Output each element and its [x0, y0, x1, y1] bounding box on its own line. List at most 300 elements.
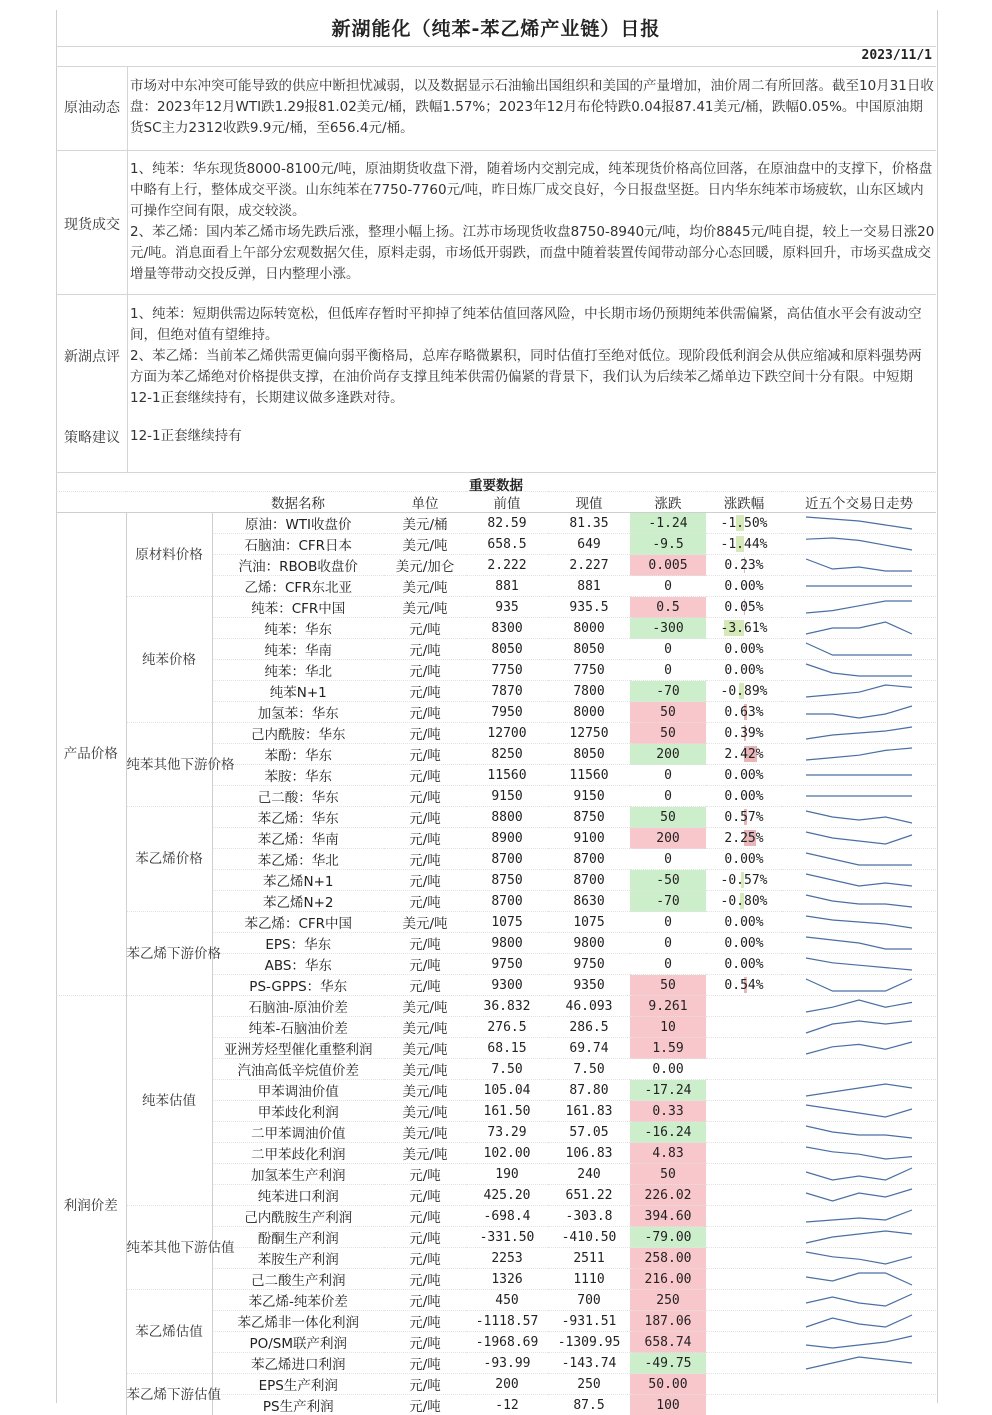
row-prev-value: 7750	[466, 660, 548, 681]
row-change-pct	[706, 660, 782, 681]
row-current-value: 8700	[548, 849, 630, 870]
row-unit: 美元/吨	[384, 996, 466, 1017]
change-pct-value: 2.42%	[724, 747, 763, 762]
sparkline-line	[806, 1000, 912, 1012]
row-prev-value: 8900	[466, 828, 548, 849]
row-prev-value: 450	[466, 1290, 548, 1311]
subgroup-label-benzene_val: 纯苯估值	[126, 996, 212, 1206]
change-pct-value: 0.00%	[724, 936, 763, 951]
row-change-pct	[706, 1206, 782, 1227]
row-name: 苯胺：华东	[212, 765, 384, 786]
row-current-value: 240	[548, 1164, 630, 1185]
row-prev-value: 9750	[466, 954, 548, 975]
row-name: 汽油：RBOB收盘价	[212, 555, 384, 576]
sparkline-line	[806, 1168, 912, 1180]
row-change: -50	[630, 870, 706, 891]
row-name: 石脑油：CFR日本	[212, 534, 384, 555]
sparkline-line	[806, 979, 912, 991]
row-prev-value: -93.99	[466, 1353, 548, 1374]
row-trend-sparkline	[782, 1185, 936, 1206]
row-change-pct	[706, 1269, 782, 1290]
sparkline-line	[806, 874, 912, 886]
row-name: 纯苯：华北	[212, 660, 384, 681]
row-unit: 美元/吨	[384, 1101, 466, 1122]
row-trend-sparkline	[782, 1227, 936, 1248]
row-trend-sparkline	[782, 639, 936, 660]
table-row	[56, 723, 936, 744]
crude-section-text: 市场对中东冲突可能导致的供应中断担忧减弱，以及数据显示石油输出国组织和美国的产量增加，油价周二有所回落。截至10月31日收盘：2023年12月WTI跌1.29报81.02美元/桶，跌幅1.57%；2023年12月布伦特跌0.04报87.41美元/桶，跌幅0.05%。中国原油期货SC主力2312收跌9.9元/桶，至656.4元/桶。	[130, 76, 935, 139]
row-unit: 元/吨	[384, 954, 466, 975]
row-change: 0	[630, 933, 706, 954]
sparkline-line	[806, 1147, 912, 1159]
row-change-pct	[706, 1164, 782, 1185]
sparkline-line	[806, 1336, 912, 1348]
comment-section-label: 新湖点评	[57, 346, 127, 366]
row-current-value: 7.50	[548, 1059, 630, 1080]
row-trend-sparkline	[782, 1290, 936, 1311]
row-change-pct	[706, 870, 782, 891]
sparkline-chart	[804, 1018, 914, 1036]
row-name: 纯苯N+1	[212, 681, 384, 702]
row-trend-sparkline	[782, 786, 936, 807]
row-change: -70	[630, 681, 706, 702]
row-change: 200	[630, 744, 706, 765]
divider	[56, 66, 936, 67]
sparkline-chart	[804, 703, 914, 721]
row-change-pct	[706, 828, 782, 849]
row-change: -49.75	[630, 1353, 706, 1374]
change-pct-value: 0.63%	[724, 705, 763, 720]
row-name: ABS：华东	[212, 954, 384, 975]
row-change-pct	[706, 597, 782, 618]
header-name: 数据名称	[212, 492, 384, 513]
sparkline-chart	[804, 766, 914, 784]
row-trend-sparkline	[782, 1038, 936, 1059]
row-unit: 元/吨	[384, 870, 466, 891]
row-unit: 元/吨	[384, 1290, 466, 1311]
row-current-value: 700	[548, 1290, 630, 1311]
row-change: -300	[630, 618, 706, 639]
row-name: 纯苯：华南	[212, 639, 384, 660]
subgroup-label-sm_down: 苯乙烯下游价格	[126, 912, 212, 996]
row-unit: 元/吨	[384, 1206, 466, 1227]
row-change-pct	[706, 786, 782, 807]
row-trend-sparkline	[782, 996, 936, 1017]
row-change-pct	[706, 1059, 782, 1080]
sparkline-line	[806, 1042, 912, 1054]
row-current-value: 8050	[548, 744, 630, 765]
sparkline-line	[806, 1252, 912, 1264]
change-pct-value: -0.89%	[721, 684, 768, 699]
row-trend-sparkline	[782, 618, 936, 639]
row-unit: 元/吨	[384, 681, 466, 702]
divider	[56, 294, 936, 295]
row-change: 9.261	[630, 996, 706, 1017]
subgroup-label-sm: 苯乙烯价格	[126, 807, 212, 912]
row-prev-value: 9300	[466, 975, 548, 996]
row-current-value: 286.5	[548, 1017, 630, 1038]
row-trend-sparkline	[782, 912, 936, 933]
spot-section-text-styrene: 2、苯乙烯：国内苯乙烯市场先跌后涨，整理小幅上扬。江苏市场现货收盘8750-8940元/吨，均价8845元/吨自提，较上一交易日涨20元/吨。消息面看上午部分宏观数据欠佳，原料走弱，市场低开弱跌，而盘中随着装置传闻带动部分心态回暖，原料回升，市场买盘成交增量等带动交投反弹，日内整理小涨。	[130, 222, 935, 285]
row-change-pct	[706, 681, 782, 702]
row-prev-value: 9800	[466, 933, 548, 954]
row-name: 原油：WTI收盘价	[212, 513, 384, 534]
row-change: 1.59	[630, 1038, 706, 1059]
change-pct-value: -0.80%	[721, 894, 768, 909]
row-change-pct	[706, 1143, 782, 1164]
sparkline-line	[806, 727, 912, 739]
row-unit: 元/吨	[384, 1395, 466, 1415]
row-trend-sparkline	[782, 1269, 936, 1290]
row-change: 0.33	[630, 1101, 706, 1122]
row-trend-sparkline	[782, 849, 936, 870]
row-prev-value: 9150	[466, 786, 548, 807]
row-trend-sparkline	[782, 765, 936, 786]
table-row	[56, 807, 936, 828]
row-unit: 元/吨	[384, 1332, 466, 1353]
row-name: EPS生产利润	[212, 1374, 384, 1395]
row-change-pct	[706, 912, 782, 933]
change-pct-value: 0.54%	[724, 978, 763, 993]
change-pct-value: 0.00%	[724, 642, 763, 657]
row-change: 4.83	[630, 1143, 706, 1164]
row-name: 己内酰胺：华东	[212, 723, 384, 744]
sparkline-chart	[804, 1291, 914, 1309]
row-change-pct	[706, 933, 782, 954]
row-change: 50	[630, 702, 706, 723]
sparkline-line	[806, 1210, 912, 1222]
row-name: 纯苯进口利润	[212, 1185, 384, 1206]
row-unit: 元/吨	[384, 786, 466, 807]
sparkline-chart	[804, 1249, 914, 1267]
row-trend-sparkline	[782, 702, 936, 723]
row-change-pct	[706, 513, 782, 534]
change-pct-value: 0.00%	[724, 663, 763, 678]
comment-section-text-styrene: 2、苯乙烯：当前苯乙烯供需更偏向弱平衡格局，总库存略微累积，同时估值打至绝对低位。现阶段低利润会从供应缩减和原料强势两方面为苯乙烯绝对价格提供支撑，在油价尚存支撑且纯苯供需仍偏紧的背景下，我们认为后续苯乙烯单边下跌空间十分有限。中短期12-1正套继续持有，长期建议做多逢跌对待。	[130, 346, 935, 409]
row-current-value: 81.35	[548, 513, 630, 534]
row-current-value: 9800	[548, 933, 630, 954]
row-current-value: 651.22	[548, 1185, 630, 1206]
row-prev-value: 7950	[466, 702, 548, 723]
row-current-value: -143.74	[548, 1353, 630, 1374]
row-name: 苯乙烯：CFR中国	[212, 912, 384, 933]
row-change-pct	[706, 1017, 782, 1038]
row-name: 亚洲芳烃型催化重整利润	[212, 1038, 384, 1059]
sparkline-chart	[804, 1144, 914, 1162]
row-name: 石脑油-原油价差	[212, 996, 384, 1017]
sparkline-chart	[804, 871, 914, 889]
row-unit: 美元/吨	[384, 597, 466, 618]
row-change-pct	[706, 618, 782, 639]
row-change-pct	[706, 1038, 782, 1059]
row-trend-sparkline	[782, 828, 936, 849]
row-current-value: 8050	[548, 639, 630, 660]
strategy-section-text: 12-1正套继续持有	[130, 426, 935, 447]
row-prev-value: 12700	[466, 723, 548, 744]
divider	[127, 66, 128, 472]
row-unit: 元/吨	[384, 807, 466, 828]
strategy-section-label: 策略建议	[57, 427, 127, 447]
row-current-value: 1075	[548, 912, 630, 933]
row-prev-value: 102.00	[466, 1143, 548, 1164]
row-name: 苯乙烯：华东	[212, 807, 384, 828]
row-current-value: 2.227	[548, 555, 630, 576]
sparkline-chart	[804, 577, 914, 595]
row-change: 0.00	[630, 1059, 706, 1080]
row-change-pct	[706, 1101, 782, 1122]
sparkline-line	[806, 1084, 912, 1096]
row-trend-sparkline	[782, 1206, 936, 1227]
row-change-pct	[706, 1374, 782, 1395]
row-trend-sparkline	[782, 1164, 936, 1185]
row-change: 226.02	[630, 1185, 706, 1206]
row-change: 50.00	[630, 1374, 706, 1395]
sparkline-chart	[804, 892, 914, 910]
row-name: 甲苯调油价值	[212, 1080, 384, 1101]
row-change-pct	[706, 1290, 782, 1311]
comment-section-text-benzene: 1、纯苯：短期供需边际转宽松，但低库存暂时平抑掉了纯苯估值回落风险，中长期市场仍预期纯苯供需偏紧，高估值水平会有波动空间，但绝对值有望维持。	[130, 304, 935, 346]
sparkline-chart	[804, 913, 914, 931]
row-current-value: 87.80	[548, 1080, 630, 1101]
row-change-pct	[706, 1227, 782, 1248]
row-prev-value: 8250	[466, 744, 548, 765]
row-change: -70	[630, 891, 706, 912]
change-pct-value: -1.44%	[721, 537, 768, 552]
row-name: 苯乙烯N+2	[212, 891, 384, 912]
row-trend-sparkline	[782, 975, 936, 996]
sparkline-line	[806, 832, 912, 844]
sparkline-line	[806, 664, 912, 676]
row-unit: 元/吨	[384, 1374, 466, 1395]
row-unit: 元/吨	[384, 1248, 466, 1269]
row-current-value: 87.5	[548, 1395, 630, 1415]
row-prev-value: -1968.69	[466, 1332, 548, 1353]
row-change-pct	[706, 975, 782, 996]
row-trend-sparkline	[782, 1080, 936, 1101]
row-change: 50	[630, 975, 706, 996]
sparkline-chart	[804, 619, 914, 637]
subgroup-label-benzene: 纯苯价格	[126, 597, 212, 723]
row-current-value: 8750	[548, 807, 630, 828]
row-change: 0	[630, 660, 706, 681]
sparkline-line	[806, 811, 912, 823]
row-change: -79.00	[630, 1227, 706, 1248]
row-change-pct	[706, 1311, 782, 1332]
row-current-value: 8000	[548, 618, 630, 639]
sparkline-chart	[804, 556, 914, 574]
row-change-pct	[706, 639, 782, 660]
row-change: -1.24	[630, 513, 706, 534]
change-pct-value: -3.61%	[721, 621, 768, 636]
row-change: 200	[630, 828, 706, 849]
sparkline-line	[806, 1126, 912, 1138]
sparkline-line	[806, 1105, 912, 1117]
row-prev-value: 425.20	[466, 1185, 548, 1206]
divider	[56, 150, 936, 151]
row-change-pct	[706, 1122, 782, 1143]
sparkline-chart	[804, 955, 914, 973]
row-trend-sparkline	[782, 597, 936, 618]
row-name: PO/SM联产利润	[212, 1332, 384, 1353]
row-prev-value: 190	[466, 1164, 548, 1185]
header-blank-group1	[56, 492, 126, 513]
sparkline-chart	[804, 808, 914, 826]
divider	[56, 472, 936, 473]
row-prev-value: 68.15	[466, 1038, 548, 1059]
row-current-value: 8630	[548, 891, 630, 912]
row-change-pct	[706, 891, 782, 912]
row-name: 苯乙烯N+1	[212, 870, 384, 891]
row-prev-value: 8800	[466, 807, 548, 828]
row-current-value: 106.83	[548, 1143, 630, 1164]
crude-section-label: 原油动态	[57, 97, 127, 117]
row-trend-sparkline	[782, 1395, 936, 1415]
sparkline-line	[806, 1021, 912, 1033]
sparkline-chart	[804, 1270, 914, 1288]
row-trend-sparkline	[782, 1353, 936, 1374]
row-name: 苯乙烯进口利润	[212, 1353, 384, 1374]
row-prev-value: 73.29	[466, 1122, 548, 1143]
row-unit: 美元/吨	[384, 1017, 466, 1038]
row-current-value: 69.74	[548, 1038, 630, 1059]
row-unit: 元/吨	[384, 723, 466, 744]
row-unit: 元/吨	[384, 639, 466, 660]
row-trend-sparkline	[782, 534, 936, 555]
row-change-pct	[706, 534, 782, 555]
spot-section-text-benzene: 1、纯苯：华东现货8000-8100元/吨，原油期货收盘下滑，随着场内交割完成，纯苯现货价格高位回落，在原油盘中的支撑下，价格盘中略有上行，整体成交平淡。山东纯苯在7750-7760元/吨，昨日炼厂成交良好，今日报盘坚挺。日内华东纯苯市场疲软，山东区域内可操作空间有限，成交较淡。	[130, 159, 935, 222]
row-current-value: 7750	[548, 660, 630, 681]
row-change-pct	[706, 954, 782, 975]
change-pct-value: 0.00%	[724, 957, 763, 972]
row-unit: 美元/吨	[384, 912, 466, 933]
row-unit: 元/吨	[384, 702, 466, 723]
row-trend-sparkline	[782, 555, 936, 576]
row-name: 汽油高低辛烷值价差	[212, 1059, 384, 1080]
row-prev-value: 7870	[466, 681, 548, 702]
change-pct-value: 0.39%	[724, 726, 763, 741]
data-table-title: 重要数据	[56, 474, 936, 494]
row-trend-sparkline	[782, 1311, 936, 1332]
header-prev: 前值	[466, 492, 548, 513]
row-change: 258.00	[630, 1248, 706, 1269]
sparkline-chart	[804, 745, 914, 763]
row-trend-sparkline	[782, 1059, 936, 1080]
row-name: PS生产利润	[212, 1395, 384, 1415]
sparkline-chart	[804, 997, 914, 1015]
row-change: -17.24	[630, 1080, 706, 1101]
subgroup-label-sm_val: 苯乙烯估值	[126, 1290, 212, 1374]
row-change: 658.74	[630, 1332, 706, 1353]
sparkline-line	[806, 517, 912, 529]
group-label-product: 产品价格	[56, 513, 126, 996]
sparkline-chart	[804, 1039, 914, 1057]
row-change-pct	[706, 1395, 782, 1415]
row-change: 0	[630, 912, 706, 933]
row-name: 苯乙烯非一体化利润	[212, 1311, 384, 1332]
row-current-value: 8000	[548, 702, 630, 723]
row-change: 0	[630, 576, 706, 597]
row-change: 0.005	[630, 555, 706, 576]
row-prev-value: 161.50	[466, 1101, 548, 1122]
sparkline-chart	[804, 535, 914, 553]
header-cur: 现值	[548, 492, 630, 513]
row-prev-value: 1326	[466, 1269, 548, 1290]
row-current-value: 9750	[548, 954, 630, 975]
change-pct-value: 0.00%	[724, 852, 763, 867]
sparkline-chart	[804, 1186, 914, 1204]
row-current-value: 8700	[548, 870, 630, 891]
row-unit: 美元/吨	[384, 1122, 466, 1143]
row-unit: 元/吨	[384, 744, 466, 765]
row-change-pct	[706, 1332, 782, 1353]
row-change: 10	[630, 1017, 706, 1038]
row-change: 250	[630, 1290, 706, 1311]
sparkline-chart	[804, 682, 914, 700]
sparkline-chart	[804, 1165, 914, 1183]
row-change-pct	[706, 807, 782, 828]
row-change-pct	[706, 996, 782, 1017]
row-trend-sparkline	[782, 744, 936, 765]
row-trend-sparkline	[782, 681, 936, 702]
row-name: 苯乙烯-纯苯价差	[212, 1290, 384, 1311]
sparkline-line	[806, 601, 912, 613]
change-pct-value: 2.25%	[724, 831, 763, 846]
row-change: 0.5	[630, 597, 706, 618]
row-name: 乙烯：CFR东北亚	[212, 576, 384, 597]
change-pct-value: -1.50%	[721, 516, 768, 531]
row-prev-value: 11560	[466, 765, 548, 786]
row-unit: 元/吨	[384, 1227, 466, 1248]
sparkline-chart	[804, 1081, 914, 1099]
row-name: 甲苯歧化利润	[212, 1101, 384, 1122]
row-unit: 美元/吨	[384, 1038, 466, 1059]
row-name: 苯酚：华东	[212, 744, 384, 765]
row-change: 0	[630, 639, 706, 660]
row-change: 0	[630, 954, 706, 975]
change-pct-value: 0.00%	[724, 768, 763, 783]
row-change: 50	[630, 807, 706, 828]
row-trend-sparkline	[782, 891, 936, 912]
row-unit: 元/吨	[384, 1311, 466, 1332]
row-current-value: 9150	[548, 786, 630, 807]
sparkline-chart	[804, 850, 914, 868]
row-current-value: 649	[548, 534, 630, 555]
row-prev-value: 82.59	[466, 513, 548, 534]
sparkline-line	[806, 1189, 912, 1201]
row-unit: 美元/吨	[384, 576, 466, 597]
row-current-value: -1309.95	[548, 1332, 630, 1353]
row-trend-sparkline	[782, 1248, 936, 1269]
row-trend-sparkline	[782, 1017, 936, 1038]
row-current-value: 1110	[548, 1269, 630, 1290]
row-current-value: 12750	[548, 723, 630, 744]
sparkline-chart	[804, 661, 914, 679]
row-prev-value: 2253	[466, 1248, 548, 1269]
table-row	[56, 1374, 936, 1395]
sparkline-line	[806, 1357, 912, 1369]
sparkline-line	[806, 622, 912, 634]
row-prev-value: 658.5	[466, 534, 548, 555]
sparkline-chart	[804, 640, 914, 658]
row-change: 216.00	[630, 1269, 706, 1290]
row-change: 394.60	[630, 1206, 706, 1227]
row-prev-value: 276.5	[466, 1017, 548, 1038]
sparkline-chart	[804, 1228, 914, 1246]
row-prev-value: -12	[466, 1395, 548, 1415]
row-current-value: 57.05	[548, 1122, 630, 1143]
row-change-pct	[706, 576, 782, 597]
sparkline-line	[806, 895, 912, 907]
